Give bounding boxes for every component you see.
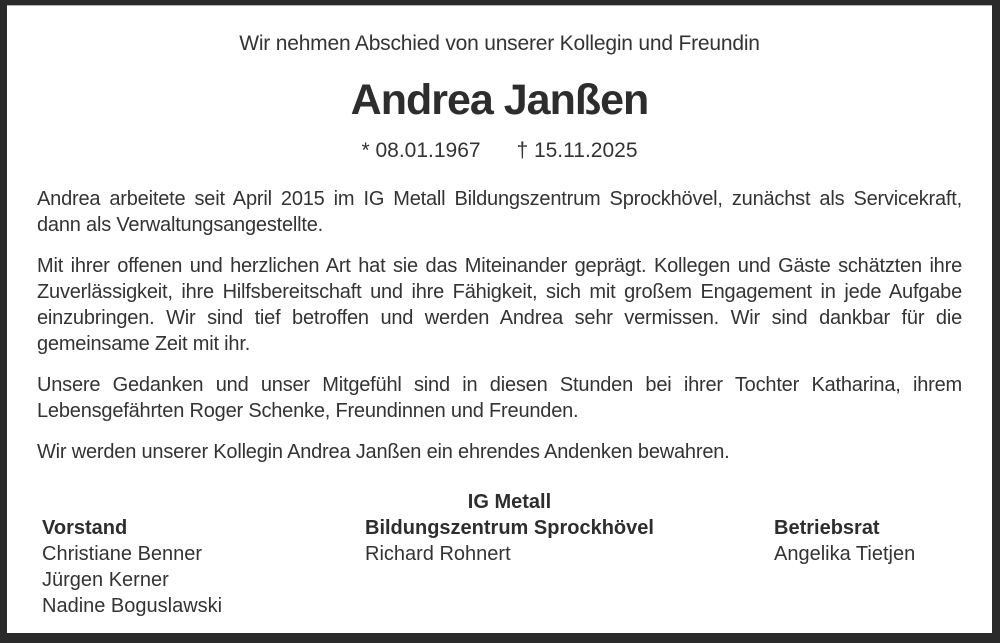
signature-column-title: Betriebsrat [774,517,880,539]
signature-column-vorstand [42,515,222,619]
signature-column-bildungszentrum [365,489,654,567]
signature-name: Richard Rohnert [365,543,511,565]
signature-name: Jürgen Kerner [42,569,169,591]
birth-date: * 08.01.1967 [361,139,481,162]
obituary-paragraph-1: Andrea arbeitete seit April 2015 im IG Metall Bildungszentrum Sprockhövel, zunächst als Servicekraft, dann als Verwaltungsangestellte. [37,188,962,236]
obituary-paragraph-4: Wir werden unserer Kollegin Andrea Janßen ein ehrendes Andenken bewahren. [37,441,730,463]
signature-column-betriebsrat [774,515,915,567]
signature-organization: IG Metall [467,491,552,513]
obituary-paragraph-2: Mit ihrer offenen und herzlichen Art hat sie das Miteinander geprägt. Kollegen und Gäste schätzten ihre Zuverlässigkeit, ihre Hilfsbereitschaft und ihre Fähigkeit, sich mit großem Engagement in jede Aufgabe einzubringen. Wir sind tief betroffen und werden Andrea sehr vermissen. Wir sind dankbar für die gemeinsame Zeit mit ihr. [37,255,962,355]
obituary-notice [7,5,992,633]
signature-column-title: Vorstand [42,517,128,539]
intro-line: Wir nehmen Abschied von unserer Kollegin und Freundin [239,32,760,55]
death-date: † 15.11.2025 [516,139,638,162]
signature-block [7,489,992,629]
deceased-name: Andrea Janßen [350,76,649,124]
signature-column-title: Bildungszentrum Sprockhövel [365,517,654,539]
life-dates [7,139,992,163]
obituary-body [37,186,962,465]
signature-name: Angelika Tietjen [774,543,916,565]
obituary-paragraph-3: Unsere Gedanken und unser Mitgefühl sind in diesen Stunden bei ihrer Tochter Katharina, ihrem Lebensgefährten Roger Schenke, Freundinnen und Freunden. [37,374,962,422]
signature-name: Nadine Boguslawski [42,595,223,617]
signature-name: Christiane Benner [42,543,203,565]
